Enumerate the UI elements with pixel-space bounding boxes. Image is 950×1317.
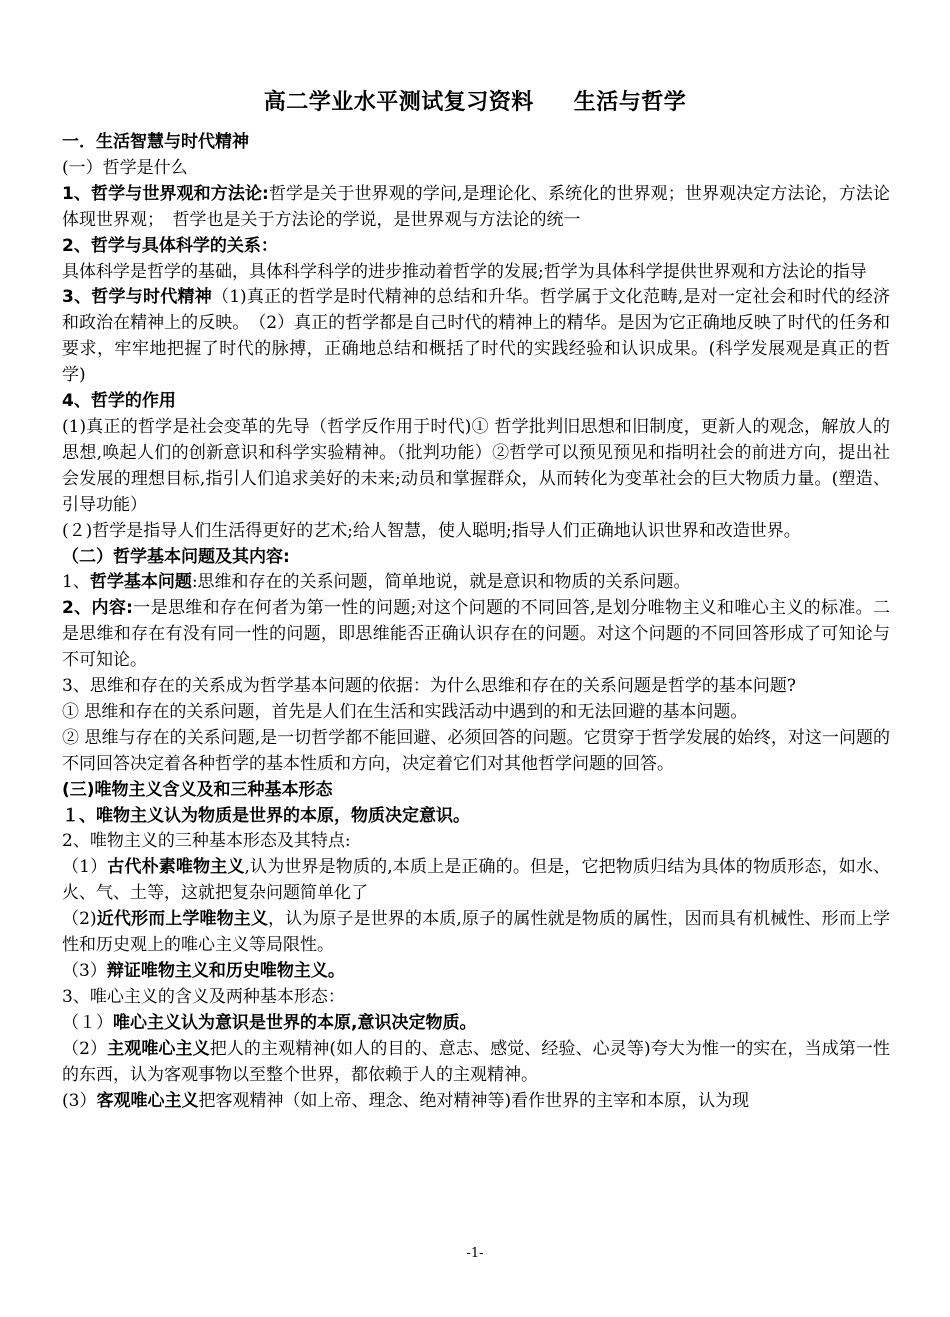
paragraph: 一．生活智慧与时代精神 [62, 132, 249, 152]
title-subject: 生活与哲学 [573, 90, 687, 115]
paragraph: （2)近代形而上学唯物主义，认为原子是世界的本质,原子的属性就是物质的属性，因而具有机械性、形而上学性和历史观上的唯心主义等局限性。 [62, 909, 891, 956]
paragraph: (三)唯物主义含义及和三种基本形态 [62, 779, 333, 800]
paragraph: （3）辩证唯物主义和历史唯物主义。 [62, 961, 345, 981]
paragraph: 2、哲学与具体科学的关系： [62, 235, 278, 256]
paragraph: （2）主观唯心主义把人的主观精神(如人的目的、意志、感觉、经验、心灵等)夸大为惟一的实在，当成第一性的东西，认为客观事物以至整个世界，都依赖于人的主观精神。 [62, 1038, 891, 1085]
paragraph: ① 思维和存在的关系问题，首先是人们在生活和实践活动中遇到的和无法回避的基本问题。 [62, 701, 748, 722]
paragraph: 2、内容:一是思维和存在何者为第一性的问题;对这个问题的不同回答,是划分唯物主义和唯心主义的标准。二是思维和存在有没有同一性的问题，即思维能否正确认识存在的问题。对这个问题的不同回答形成了可知论与不可知论。 [62, 598, 890, 671]
paragraph: 3、哲学与时代精神（1)真正的哲学是时代精神的总结和升华。哲学属于文化范畴,是对一定社会和时代的经济和政治在精神上的反映。 （2）真正的哲学都是自己时代的精神上的精华。是因为它正确地反映了时代的任务和要求，牢牢地把握了时代的脉搏，正确地总结和概括了时代的实践经验和认识成果。(科学发展观是真正的哲学) [62, 287, 890, 386]
paragraph: 2、唯物主义的三种基本形态及其特点: [62, 831, 351, 852]
title-main: 高二学业水平测试复习资料 [263, 90, 534, 115]
paragraph: (２)哲学是指导人们生活得更好的艺术;给人智慧，使人聪明;指导人们正确地认识世界和改造世界。 [62, 520, 801, 541]
paragraph: 3、唯心主义的含义及两种基本形态： [62, 986, 345, 1007]
paragraph: (一）哲学是什么 [62, 157, 188, 178]
paragraph: （１）唯心主义认为意识是世界的本原,意识决定物质。 [62, 1012, 477, 1033]
paragraph: １、唯物主义认为物质是世界的本原，物质决定意识。 [62, 805, 470, 826]
paragraph: 1、哲学基本问题:思维和存在的关系问题，简单地说，就是意识和物质的关系问题。 [62, 572, 691, 593]
paragraph: (3）客观唯心主义把客观精神（如上帝、理念、绝对精神等)看作世界的主宰和本原，认为现 [62, 1090, 750, 1111]
document-body [62, 130, 890, 1114]
paragraph: 3、思维和存在的关系成为哲学基本问题的依据：为什么思维和存在的关系问题是哲学的基本问题? [62, 676, 796, 697]
paragraph: (1)真正的哲学是社会变革的先导（哲学反作用于时代)① 哲学批判旧思想和旧制度，更新人的观念，解放人的思想,唤起人们的创新意识和科学实验精神。（批判功能）②哲学可以预见预见和指明社会的前进方向，提出社会发展的理想目标,指引人们追求美好的未来;动员和掌握群众，从而转化为变革社会的巨大物质力量。(塑造、引导功能） [62, 416, 890, 515]
page-title [0, 88, 950, 118]
page-number: -1- [466, 1246, 484, 1261]
paragraph: ② 思维与存在的关系问题,是一切哲学都不能回避、必须回答的问题。它贯穿于哲学发展的始终，对这一问题的不同回答决定着各种哲学的基本性质和方向，决定着它们对其他哲学问题的回答。 [62, 727, 890, 774]
paragraph: （二）哲学基本问题及其内容: [62, 546, 290, 567]
paragraph: （1）古代朴素唯物主义,认为世界是物质的,本质上是正确的。但是，它把物质归结为具体的物质形态，如水、火、气、土等，这就把复杂问题简单化了 [62, 857, 890, 904]
paragraph: 具体科学是哲学的基础，具体科学科学的进步推动着哲学的发展;哲学为具体科学提供世界观和方法论的指导 [62, 261, 867, 282]
paragraph: 1、哲学与世界观和方法论:哲学是关于世界观的学问,是理论化、系统化的世界观；世界观决定方法论，方法论体现世界观； 哲学也是关于方法论的学说，是世界观与方法论的统一 [62, 183, 890, 230]
paragraph: 4、哲学的作用 [62, 391, 176, 412]
